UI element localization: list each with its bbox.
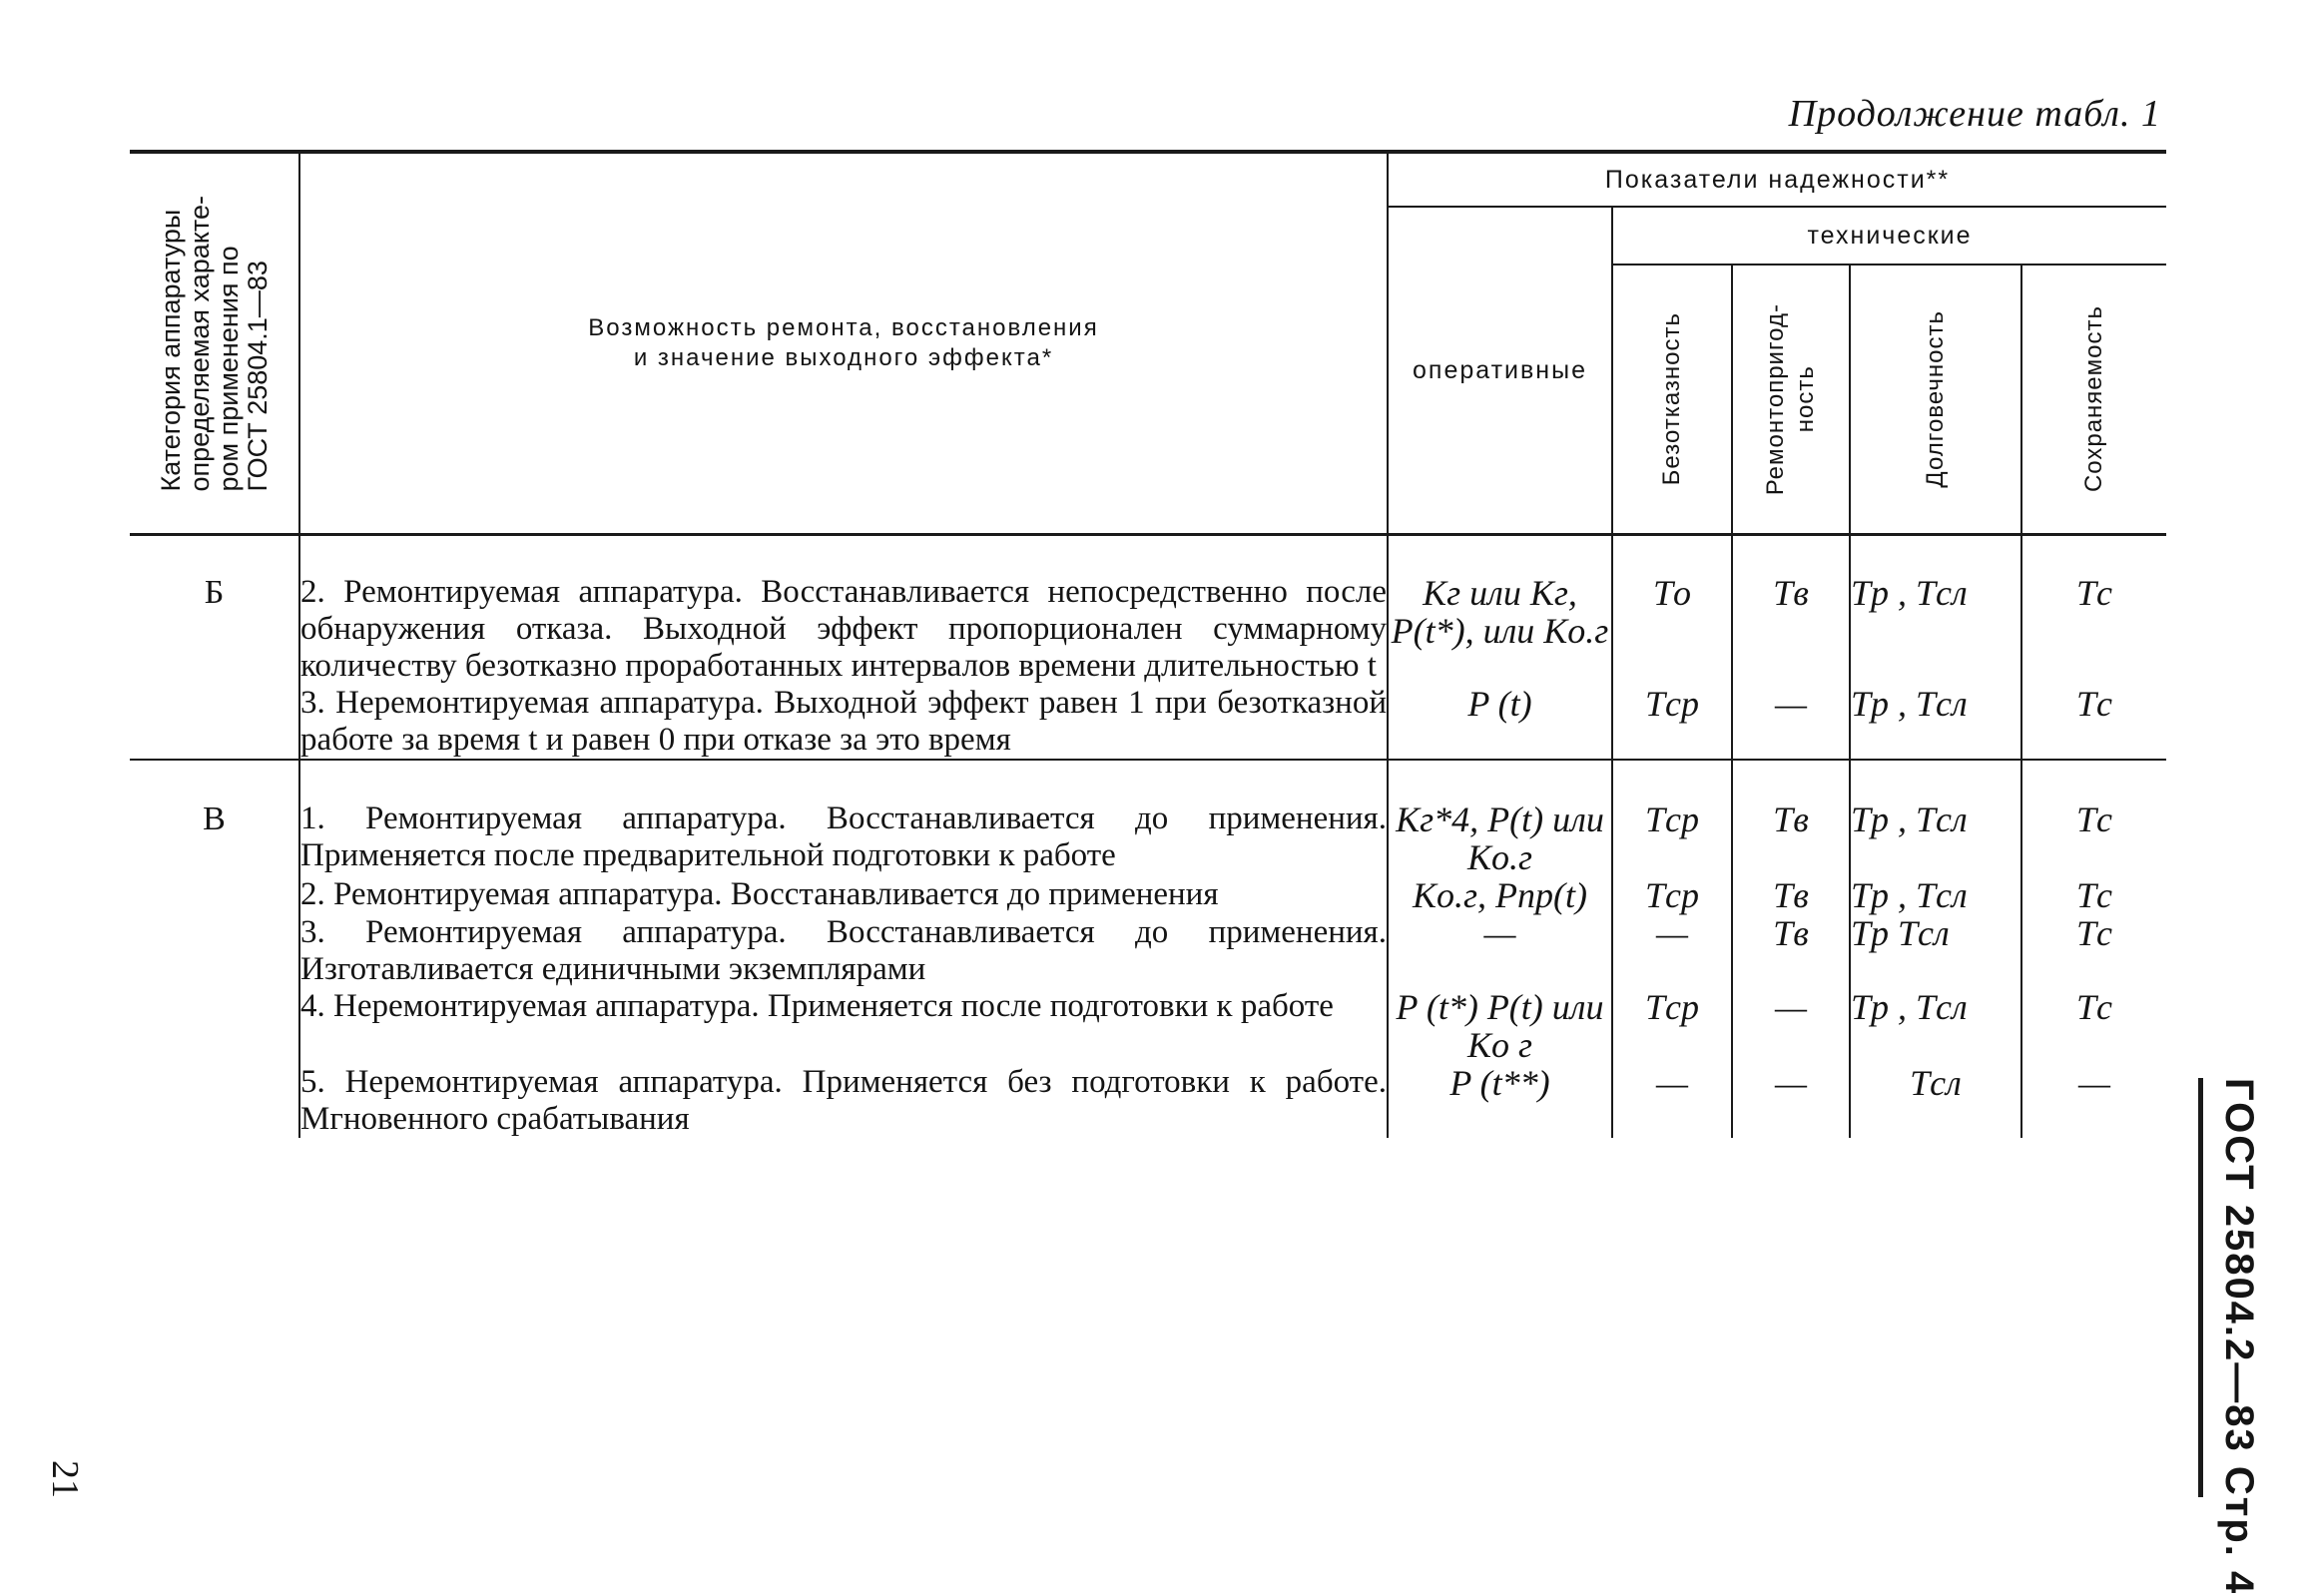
reliability-cell: — — [1612, 1064, 1732, 1138]
description-cell: 1. Ремонтируемая аппаратура. Восстанавливается до применения. Применяется после предварительной подготовки к работе — [299, 760, 1388, 876]
table-row — [130, 988, 2166, 1064]
operative-cell: — — [1388, 914, 1612, 988]
operative-cell: P (t**) — [1388, 1064, 1612, 1138]
durability-cell: Tр , Tсл — [1850, 876, 2021, 914]
durability-cell: Tсл — [1850, 1064, 2021, 1138]
operative-cell: Kо.г, Pпр(t) — [1388, 876, 1612, 914]
table-row — [130, 914, 2166, 988]
reliability-cell: Tср — [1612, 988, 1732, 1064]
header-col-durability-label: Долговечность — [1922, 310, 1949, 488]
repair-cell: — — [1732, 988, 1850, 1064]
repair-cell: Tв — [1732, 760, 1850, 876]
header-indicators — [1388, 152, 2166, 207]
repair-cell: Tв — [1732, 535, 1850, 686]
table-caption: Продолжение табл. 1 — [1788, 93, 2161, 135]
repair-cell: Tв — [1732, 876, 1850, 914]
description-cell: 2. Ремонтируемая аппаратура. Восстанавливается до применения — [299, 876, 1388, 914]
gost-side-code: ГОСТ 25804.2—83 Стр. 4 — [2217, 1078, 2261, 1596]
category-cell: Б — [130, 535, 299, 761]
description-cell: 3. Ремонтируемая аппаратура. Восстанавливается до применения. Изготавливается единичными экземплярами — [300, 914, 1387, 987]
description-cell: 2. Ремонтируемая аппаратура. Восстанавливается непосредственно после обнаружения отказа. Выходной эффект пропорционален суммарному количеству безотказно проработанных интервалов времени длительностью t — [299, 535, 1388, 686]
header-col-storage-label: Сохраняемость — [2080, 305, 2108, 493]
header-operative — [1388, 207, 1612, 535]
header-col-reliability-label: Безотказность — [1658, 312, 1685, 486]
storage-cell: Tс — [2021, 914, 2166, 988]
durability-cell: Tр , Tсл — [1850, 760, 2021, 876]
operative-cell: Kг или Kг, P(t*), или Kо.г — [1388, 535, 1612, 686]
storage-cell: Tс — [2021, 685, 2166, 760]
table-row — [130, 535, 2166, 686]
description-cell: 3. Неремонтируемая аппаратура. Выходной эффект равен 1 при безотказной работе за время t и равен 0 при отказе за это время — [300, 685, 1387, 758]
header-technical-label: технические — [1807, 221, 1973, 250]
storage-cell: — — [2021, 1064, 2166, 1138]
reliability-cell: Tср — [1612, 685, 1732, 760]
storage-cell: Tс — [2021, 760, 2166, 876]
header-operative-label: оперативные — [1413, 355, 1587, 384]
durability-cell: Tр Tсл — [1850, 914, 2021, 988]
durability-cell: Tр , Tсл — [1850, 988, 2021, 1064]
durability-cell: Tр , Tсл — [1850, 535, 2021, 686]
header-description-label: Возможность ремонта, восстановления и значение выходного эффекта* — [588, 314, 1099, 371]
storage-cell: Tс — [2021, 988, 2166, 1064]
header-col-repair — [1732, 265, 1850, 535]
repair-cell: — — [1732, 685, 1850, 760]
header-col-durability — [1850, 265, 2021, 535]
category-cell: В — [130, 760, 299, 1138]
reliability-cell: — — [1612, 914, 1732, 988]
repair-cell: Tв — [1732, 914, 1850, 988]
side-rule-divider — [2198, 1078, 2203, 1497]
repair-cell: — — [1732, 1064, 1850, 1138]
durability-cell: Tр , Tсл — [1850, 685, 2021, 760]
reliability-cell: Tо — [1612, 535, 1732, 686]
header-category — [130, 152, 299, 535]
reliability-cell: Tср — [1612, 876, 1732, 914]
description-cell: 5. Неремонтируемая аппаратура. Применяется без подготовки к работе. Мгновенного срабатывания — [300, 1064, 1387, 1137]
reliability-table — [130, 150, 2166, 1138]
header-category-label: Категория аппаратуры определяемая характе- ром применения по ГОСТ 25804.1—83 — [155, 195, 273, 492]
table-row — [130, 1064, 2166, 1138]
header-col-reliability — [1612, 265, 1732, 535]
operative-cell: P (t) — [1388, 685, 1612, 760]
header-col-storage — [2021, 265, 2166, 535]
header-technical — [1612, 207, 2166, 265]
description-cell: 4. Неремонтируемая аппаратура. Применяется после подготовки к работе — [299, 988, 1388, 1064]
header-indicators-label: Показатели надежности** — [1604, 165, 1951, 194]
table-row — [130, 876, 2166, 914]
storage-cell: Tс — [2021, 876, 2166, 914]
header-description — [299, 152, 1388, 535]
operative-cell: P (t*) P(t) или Kо г — [1388, 988, 1612, 1064]
operative-cell: Kг*4, P(t) или Kо.г — [1388, 760, 1612, 876]
table-row — [130, 685, 2166, 760]
page-number: 21 — [44, 1460, 86, 1498]
table-row — [130, 760, 2166, 876]
header-col-repair-label: Ремонтопригод- ность — [1762, 302, 1819, 496]
reliability-cell: Tср — [1612, 760, 1732, 876]
storage-cell: Tс — [2021, 535, 2166, 686]
